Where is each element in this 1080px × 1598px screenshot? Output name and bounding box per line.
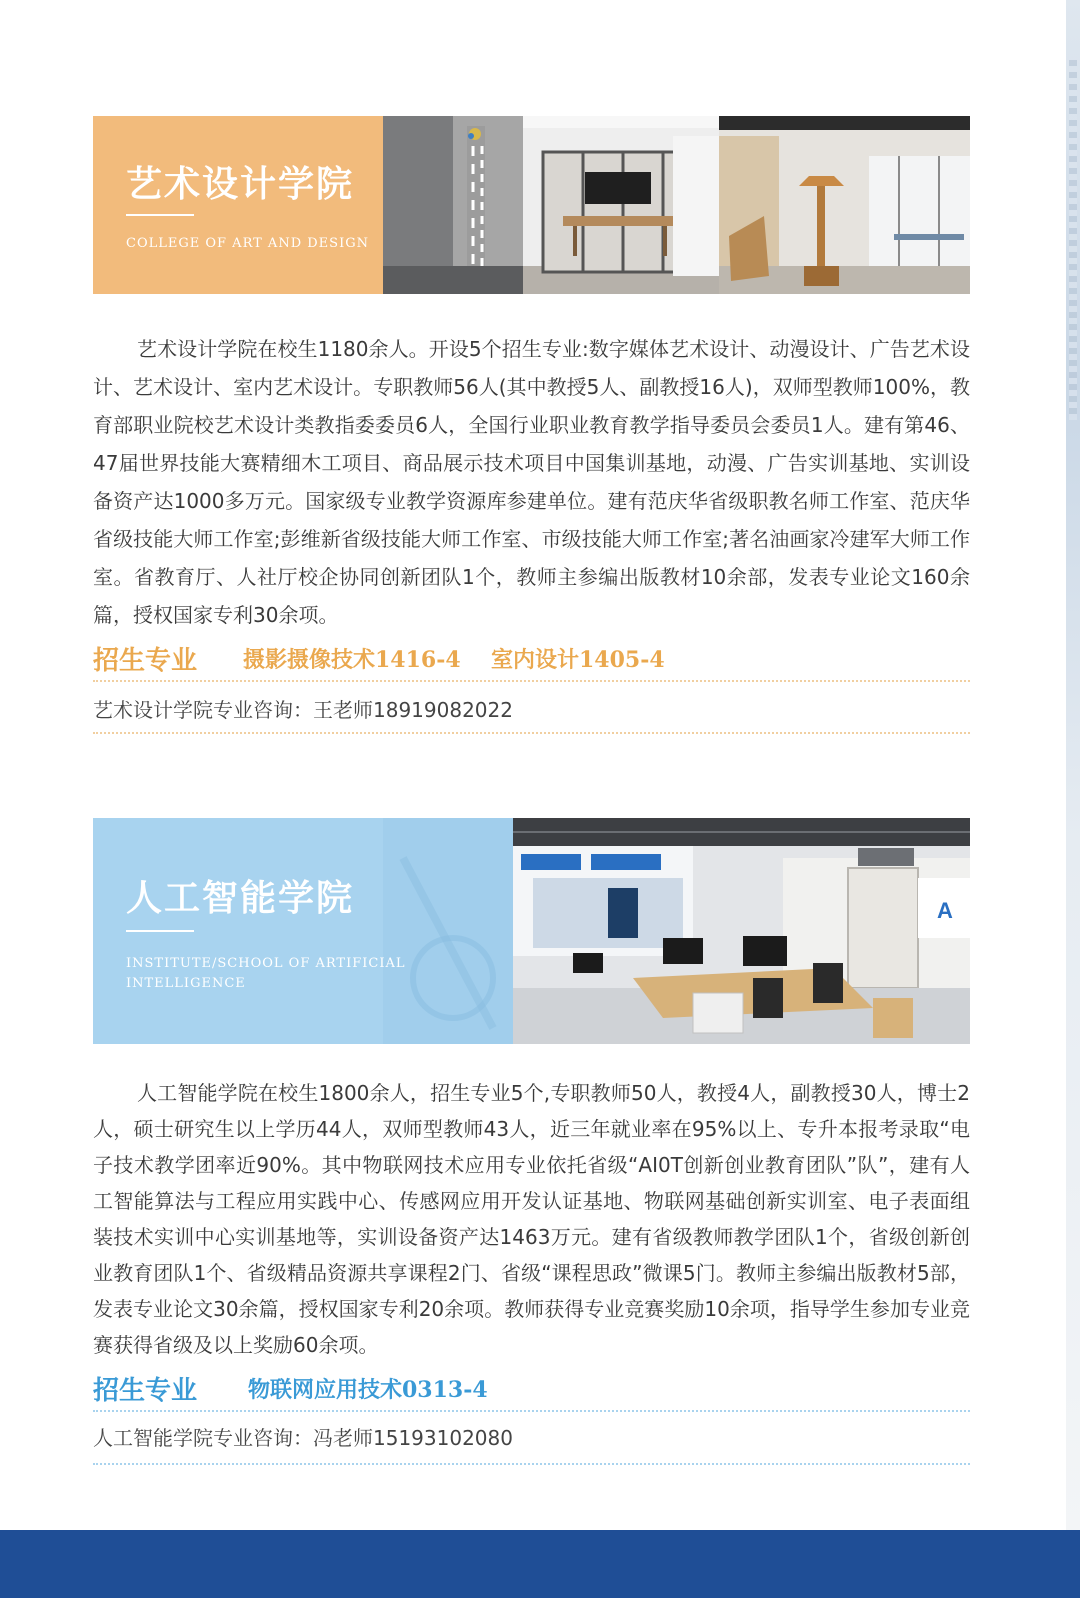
enroll-label: 招生专业 <box>93 646 198 676</box>
decorative-edge-strip <box>1066 0 1080 1530</box>
art-college-title-panel <box>93 116 383 294</box>
major-iot: 物联网应用技术0313-4 <box>248 1377 488 1403</box>
dotted-divider <box>93 680 970 682</box>
ai-college-photo-lab <box>513 818 970 1044</box>
title-underline <box>126 930 194 932</box>
ai-college-banner <box>93 818 970 1044</box>
art-college-title: 艺术设计学院 <box>126 164 355 205</box>
art-college-banner <box>93 116 970 294</box>
art-college-photo-workshop <box>523 116 719 294</box>
art-college-consult: 艺术设计学院专业咨询：王老师18919082022 <box>93 698 513 722</box>
dotted-divider <box>93 1463 970 1465</box>
major-interior-design: 室内设计1405-4 <box>491 647 665 673</box>
art-college-photo-gallery <box>719 116 970 294</box>
ai-college-subtitle: INSTITUTE/SCHOOL OF ARTIFICIAL INTELLIGENCE <box>126 956 406 991</box>
dotted-divider <box>93 1410 970 1412</box>
art-college-photo-entrance <box>383 116 523 294</box>
art-college-subtitle: COLLEGE OF ART AND DESIGN <box>126 236 369 251</box>
ai-college-description: 人工智能学院在校生1800余人，招生专业5个,专职教师50人，教授4人，副教授30人，博士2人，硕士研究生以上学历44人，双师型教师43人，近三年就业率在95%以上、专升本报考录取“电子技术教学团率近90%。其中物联网技术应用专业依托省级“AI0T创新创业教育团队”队”，建有人工智能算法与工程应用实践中心、传感网应用开发认证基地、物联网基础创新实训室、电子表面组装技术实训中心实训基地等，实训设备资产达1463万元。建有省级教师教学团队1个，省级创新创业教育团队1个、省级精品资源共享课程2门、省级“课程思政”微课5门。教师主参编出版教材5部，发表专业论文30余篇，授权国家专利20余项。教师获得专业竞赛奖励10余项，指导学生参加专业竞赛获得省级及以上奖励60余项。 <box>93 1081 970 1357</box>
ai-college-consult: 人工智能学院专业咨询：冯老师15193102080 <box>93 1426 513 1450</box>
dotted-divider <box>93 732 970 734</box>
enroll-label: 招生专业 <box>93 1376 198 1406</box>
footer-band <box>0 1530 1080 1598</box>
ai-college-title: 人工智能学院 <box>126 878 355 919</box>
major-photography: 摄影摄像技术1416-4 <box>243 647 461 673</box>
title-underline <box>126 214 194 216</box>
svg-text:A: A <box>937 898 953 923</box>
ai-college-title-panel <box>93 818 513 1044</box>
art-college-description: 艺术设计学院在校生1180余人。开设5个招生专业:数字媒体艺术设计、动漫设计、广告艺术设计、艺术设计、室内艺术设计。专职教师56人(其中教授5人、副教授16人)，双师型教师100%，教育部职业院校艺术设计类教指委委员6人，全国行业职业教育教学指导委员会委员1人。建有第46、47届世界技能大赛精细木工项目、商品展示技术项目中国集训基地，动漫、广告实训基地、实训设备资产达1000多万元。国家级专业教学资源库参建单位。建有范庆华省级职教名师工作室、范庆华省级技能大师工作室;彭维新省级技能大师工作室、市级技能大师工作室;著名油画家冷建军大师工作室。省教育厅、人社厅校企协同创新团队1个，教师主参编出版教材10余部，发表专业论文160余篇，授权国家专利30余项。 <box>93 337 970 627</box>
